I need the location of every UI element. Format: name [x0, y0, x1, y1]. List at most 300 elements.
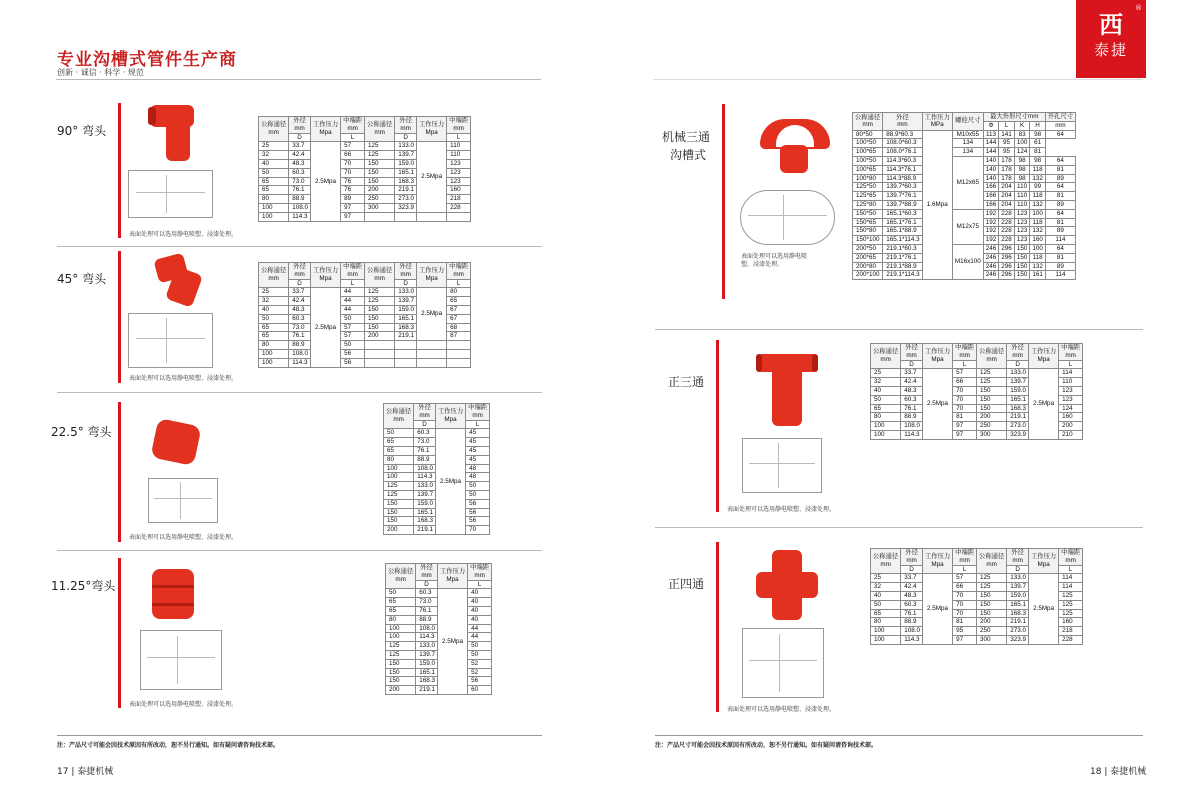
table-row: [853, 244, 1076, 253]
cell-dn: 250: [977, 627, 1007, 636]
cell-l: 68: [447, 323, 471, 332]
cell-l: 123: [1059, 386, 1083, 395]
cell-dim: 192: [983, 227, 999, 236]
cell-dn: 65: [259, 323, 289, 332]
cell-l: 70: [953, 404, 977, 413]
cell-l: 114: [1059, 369, 1083, 378]
cell-dn: 100: [259, 203, 289, 212]
header-text: 中端距: [449, 263, 469, 270]
cell-od: 88.9: [414, 455, 436, 464]
header-text: 工作压力: [312, 267, 339, 275]
cell-dim: 89: [1045, 174, 1075, 183]
elbow-90-drawing: [128, 170, 213, 218]
cell-dim: 132: [1030, 174, 1046, 183]
cell-l: 56: [468, 677, 492, 686]
header-text: mm: [395, 576, 406, 584]
cell-empty: [416, 349, 446, 358]
label-equal-cross: 正四通: [668, 577, 705, 591]
cell-dn: 65: [384, 438, 414, 447]
cell-od: 76.1: [901, 609, 923, 618]
cell-od: 114.3: [901, 430, 923, 439]
cell-l: 70: [953, 609, 977, 618]
cell-l: 70: [341, 168, 365, 177]
cell-pressure: 2.5Mpa: [435, 429, 465, 535]
equal-tee-note: 表面处理可以选用静电喷塑、浸漆处理。: [727, 506, 836, 513]
cell-l: 97: [341, 203, 365, 212]
header-text: 公称通径: [979, 553, 1005, 561]
cell-dim: 160: [1030, 236, 1046, 245]
column-header: [983, 113, 1045, 122]
header-text: 公称通径: [367, 121, 393, 129]
column-header: [310, 263, 340, 288]
header-text: mm: [986, 356, 997, 364]
cell-od: 48.3: [901, 386, 923, 395]
label-elbow-11-25: 11.25°弯头: [51, 579, 116, 593]
cell-l: 50: [466, 482, 490, 491]
cell-dim: 81: [1045, 253, 1075, 262]
elbow-90-spec-table: [258, 116, 471, 222]
header-text: mm: [374, 129, 385, 137]
header-text: 工作压力: [1030, 348, 1057, 356]
page-separator: |: [71, 767, 75, 777]
cell-empty: [395, 349, 417, 358]
cell-l: 40: [468, 615, 492, 624]
equal-cross-drawing: [742, 628, 824, 698]
cell-l: 56: [341, 358, 365, 367]
header-rule-right: [653, 79, 1143, 80]
cell-l: 97: [953, 635, 977, 644]
cell-empty: [365, 358, 395, 367]
cell-dn: 65: [259, 186, 289, 195]
header-text: 外径: [1011, 549, 1024, 556]
logo-mark: 西: [1099, 11, 1123, 39]
cell-od: 165.1*60.3: [883, 209, 923, 218]
header-text: 工作压力: [439, 568, 466, 576]
cell-l: 66: [341, 151, 365, 160]
header-text: mm: [1065, 556, 1076, 564]
cell-dn: 50: [259, 168, 289, 177]
cell-od: 108.0: [901, 627, 923, 636]
cell-dn: 125*50: [853, 183, 883, 192]
cell-od: 159.0: [1007, 591, 1029, 600]
column-header: [437, 564, 467, 589]
cell-dn: 150: [365, 168, 395, 177]
unit-cell: L: [999, 121, 1015, 130]
equal-cross-photo: [752, 548, 822, 623]
cell-od: 323.9: [1007, 430, 1029, 439]
unit-l: L: [1059, 565, 1083, 574]
column-header: [871, 344, 901, 369]
cell-dn: 200*80: [853, 262, 883, 271]
cell-od: 165.1: [395, 314, 417, 323]
cell-l: 44: [341, 305, 365, 314]
column-header: [365, 117, 395, 142]
header-text: mm: [880, 561, 891, 569]
cell-dim: 228: [999, 209, 1015, 218]
header-text: mm: [393, 416, 404, 424]
cell-l: 45: [466, 446, 490, 455]
cell-l: 114: [1059, 574, 1083, 583]
elbow-22-5-drawing: [148, 478, 218, 523]
unit-d: D: [1007, 360, 1029, 369]
header-text: 外径: [420, 564, 433, 571]
cell-pressure: 2.5Mpa: [437, 589, 467, 695]
cell-dim: 114: [1045, 236, 1075, 245]
unit-d: D: [901, 360, 923, 369]
cell-dn: 100: [386, 624, 416, 633]
cell-dim: 81: [1030, 148, 1046, 157]
cell-dim: 296: [999, 262, 1015, 271]
header-text: 工作压力: [418, 267, 445, 275]
cell-od: 159.0: [416, 659, 438, 668]
header-text: 工作压力: [924, 553, 951, 561]
cell-od: 168.3: [1007, 404, 1029, 413]
cell-od: 33.7: [289, 142, 311, 151]
header-text: 开孔尺寸: [1047, 113, 1074, 120]
unit-d: D: [414, 420, 436, 429]
cell-dim: 110: [1014, 192, 1030, 201]
column-header: [386, 564, 416, 589]
column-header: [416, 117, 446, 142]
cell-dn: 150: [365, 323, 395, 332]
page-number-17: 17: [57, 767, 69, 777]
cell-od: 48.3: [289, 159, 311, 168]
cell-bolt: M16x100: [952, 244, 983, 279]
cell-dn: 125: [365, 297, 395, 306]
column-header: [447, 117, 471, 134]
section-bar-equal-tee: [716, 340, 719, 512]
table-row: [853, 148, 1076, 157]
header-text: Mpa: [444, 416, 457, 424]
unit-d: D: [416, 580, 438, 589]
cell-od: 219.1: [395, 186, 417, 195]
cell-dim: 150: [1014, 253, 1030, 262]
header-text: 公称通径: [367, 267, 393, 275]
cell-dim: 118: [1030, 253, 1046, 262]
unit-cell: K: [1014, 121, 1030, 130]
cell-dn: 32: [259, 151, 289, 160]
cell-dn: 80: [386, 615, 416, 624]
elbow-45-note: 表面处理可以选用静电喷塑、浸漆处理。: [129, 375, 238, 382]
cell-l: 123: [447, 177, 471, 186]
unit-d: D: [395, 279, 417, 288]
column-header: [395, 263, 417, 280]
cell-od: 133.0: [1007, 369, 1029, 378]
cell-dn: 150: [977, 591, 1007, 600]
label-mech-tee-1: 机械三通: [662, 130, 711, 144]
cell-od: 133.0: [414, 482, 436, 491]
cell-l: 125: [1059, 609, 1083, 618]
cell-l: 125: [1059, 591, 1083, 600]
table-row: [853, 156, 1076, 165]
header-row: [853, 113, 1076, 122]
cell-l: 89: [341, 195, 365, 204]
header-text: mm: [294, 270, 305, 278]
cell-empty: [395, 341, 417, 350]
label-elbow-45: 45° 弯头: [57, 272, 107, 286]
cell-od: 76.1: [414, 446, 436, 455]
cell-dn: 65: [386, 598, 416, 607]
unit-cell: mm: [1045, 121, 1075, 130]
cell-l: 48: [466, 473, 490, 482]
cell-dn: 150: [977, 395, 1007, 404]
cell-empty: [447, 358, 471, 367]
header-text: Mpa: [446, 576, 459, 584]
cell-dim: 89: [1045, 200, 1075, 209]
cell-dn: 100*50: [853, 139, 883, 148]
cell-dim: 204: [999, 200, 1015, 209]
header-text: mm: [268, 275, 279, 283]
cell-empty: [365, 341, 395, 350]
cell-dn: 25: [871, 369, 901, 378]
unit-cell: H: [1030, 121, 1046, 130]
header-row: [386, 564, 492, 581]
cell-l: 97: [953, 422, 977, 431]
column-header: [1007, 549, 1029, 566]
cell-l: 50: [341, 341, 365, 350]
header-text: mm: [421, 571, 432, 579]
cell-od: 73.0: [416, 598, 438, 607]
section-bar-elbow-90: [118, 103, 121, 238]
cell-l: 57: [341, 332, 365, 341]
cell-pressure: 2.5Mpa: [310, 288, 340, 367]
cell-od: 139.7: [395, 151, 417, 160]
mech-tee-note-1: 表面处理可以选用静电喷: [741, 253, 808, 260]
unit-l: L: [447, 133, 471, 142]
cell-dn: 150*80: [853, 227, 883, 236]
table-row: [384, 429, 490, 438]
header-text: 外径: [905, 344, 918, 351]
cell-od: 73.0: [289, 323, 311, 332]
cell-empty: [416, 212, 446, 221]
header-text: mm: [959, 556, 970, 564]
cell-od: 60.3: [901, 600, 923, 609]
table-row: [259, 212, 471, 221]
unit-l: L: [341, 279, 365, 288]
equal-tee-spec-table: [870, 343, 1083, 440]
cell-dn: 32: [871, 583, 901, 592]
cell-od: 114.3*76.1: [883, 165, 923, 174]
header-text: Mpa: [1037, 561, 1050, 569]
cell-l: 210: [1059, 430, 1083, 439]
table-row: [259, 358, 471, 367]
cell-l: 56: [466, 517, 490, 526]
header-text: mm: [1012, 351, 1023, 359]
cell-empty: [416, 341, 446, 350]
cell-od: 219.1*114.3: [883, 271, 923, 280]
cell-od: 133.0: [395, 142, 417, 151]
cell-dn: 150: [386, 659, 416, 668]
cell-dim: 64: [1045, 209, 1075, 218]
table-row: [853, 139, 1076, 148]
header-text: mm: [986, 561, 997, 569]
header-text: mm: [347, 124, 358, 132]
table-row: [259, 288, 471, 297]
cell-dim: 296: [999, 253, 1015, 262]
header-text: 中端距: [1061, 549, 1081, 556]
page-separator: |: [1104, 767, 1108, 777]
cell-dim: 166: [983, 183, 999, 192]
cell-dim: 89: [1045, 262, 1075, 271]
cell-od: 108.0: [901, 422, 923, 431]
column-header: [365, 263, 395, 288]
column-header: [901, 344, 923, 361]
cell-od: 42.4: [901, 583, 923, 592]
cell-od: 60.3: [901, 395, 923, 404]
cell-dim: 64: [1045, 183, 1075, 192]
elbow-90-note: 表面处理可以选用静电喷塑、浸漆处理。: [129, 231, 238, 238]
cell-dim: 98: [1030, 130, 1046, 139]
cell-dim: 100: [1030, 209, 1046, 218]
cell-dim: 81: [1045, 192, 1075, 201]
section-separator: [655, 527, 1143, 528]
cell-l: 40: [468, 598, 492, 607]
section-bar-elbow-22-5: [118, 402, 121, 542]
cell-od: 76.1: [289, 186, 311, 195]
cell-l: 57: [953, 574, 977, 583]
cell-l: 57: [341, 142, 365, 151]
cell-dim: 132: [1030, 227, 1046, 236]
column-header: [922, 113, 952, 131]
header-text: 外径: [399, 117, 412, 124]
footer-note-left: 注：产品尺寸可能会因技术原因有所改动，恕不另行通知。如有疑问请咨询技术部。: [57, 742, 280, 749]
unit-l: L: [341, 133, 365, 142]
label-elbow-22-5: 22.5° 弯头: [51, 425, 112, 439]
cell-od: 114.3: [414, 473, 436, 482]
cell-l: 228: [447, 203, 471, 212]
cell-dim: 150: [1014, 271, 1030, 280]
header-text: 中端距: [449, 117, 469, 124]
cell-od: 165.1: [1007, 600, 1029, 609]
header-text: 中端距: [470, 564, 490, 571]
cell-dn: 200: [365, 332, 395, 341]
cell-dn: 100: [259, 212, 289, 221]
cell-dn: 32: [871, 378, 901, 387]
cell-od: 219.1: [414, 526, 436, 535]
cell-empty: [365, 212, 395, 221]
cell-l: 87: [447, 332, 471, 341]
cell-l: 65: [447, 297, 471, 306]
cell-dim: 83: [1014, 130, 1030, 139]
cell-dn: 125: [384, 482, 414, 491]
cell-bolt: M12x75: [952, 209, 983, 244]
cell-od: 165.1: [416, 668, 438, 677]
cell-od: 165.1*114.3: [883, 236, 923, 245]
cell-l: 70: [953, 591, 977, 600]
cell-dn: 65: [384, 446, 414, 455]
cell-dim: 99: [1030, 183, 1046, 192]
cell-dn: 125: [365, 142, 395, 151]
header-text: 中端距: [343, 263, 363, 270]
cell-dim: 228: [999, 227, 1015, 236]
cell-empty: [447, 349, 471, 358]
cell-dn: 80: [871, 413, 901, 422]
cell-pressure: 2.5Mpa: [922, 574, 952, 644]
header-text: 工作压力: [924, 348, 951, 356]
cell-dn: 125: [386, 650, 416, 659]
cell-od: 114.3*88.9: [883, 174, 923, 183]
cell-od: 88.9*60.3: [883, 130, 923, 139]
cell-od: 219.1*88.9: [883, 262, 923, 271]
cell-dn: 100: [384, 464, 414, 473]
column-header: [395, 117, 417, 134]
header-text: mm: [906, 556, 917, 564]
cell-bolt: M10x55: [952, 130, 983, 139]
cell-dim: 246: [983, 262, 999, 271]
header-text: 外径: [418, 404, 431, 411]
elbow-45-drawing: [128, 313, 213, 368]
cell-od: 139.7*88.9: [883, 200, 923, 209]
cell-dn: 150: [384, 499, 414, 508]
cell-dn: 250: [977, 422, 1007, 431]
elbow-11-25-drawing: [140, 630, 222, 690]
cell-l: 40: [468, 589, 492, 598]
cell-od: 168.3: [414, 517, 436, 526]
cell-dim: 124: [1014, 148, 1030, 157]
cell-dn: 200: [386, 686, 416, 695]
cell-pressure: 2.5Mpa: [416, 288, 446, 341]
cell-dn: 100*65: [853, 148, 883, 157]
cell-dim: 246: [983, 271, 999, 280]
unit-l: L: [1059, 360, 1083, 369]
header-row: [384, 404, 490, 421]
column-header: [1007, 344, 1029, 361]
cell-od: 273.0: [395, 195, 417, 204]
cell-l: 114: [1059, 583, 1083, 592]
cell-l: 80: [447, 288, 471, 297]
cell-dim: 81: [1045, 165, 1075, 174]
cell-dn: 200: [977, 413, 1007, 422]
cell-dn: 100*65: [853, 165, 883, 174]
cell-dim: 141: [999, 130, 1015, 139]
header-text: Mpa: [319, 129, 332, 137]
cell-od: 114.3: [416, 633, 438, 642]
cell-od: 108.0: [414, 464, 436, 473]
cell-dn: 80: [384, 455, 414, 464]
cell-dn: 40: [259, 159, 289, 168]
company-name: 泰捷机械: [1110, 767, 1147, 777]
cell-dn: 125*80: [853, 200, 883, 209]
table-row: [259, 341, 471, 350]
elbow-45-photo: [150, 250, 210, 308]
unit-l: L: [953, 360, 977, 369]
header-text: 外径: [399, 263, 412, 270]
column-header: [310, 117, 340, 142]
cell-dn: 125: [365, 151, 395, 160]
cell-dn: 65: [386, 606, 416, 615]
cell-l: 66: [953, 583, 977, 592]
cell-l: 48: [466, 464, 490, 473]
table-row: [853, 130, 1076, 139]
cell-dim: 118: [1030, 192, 1046, 201]
cell-od: 88.9: [416, 615, 438, 624]
cell-od: 139.7: [1007, 583, 1029, 592]
header-text: 工作压力: [418, 121, 445, 129]
cell-l: 50: [466, 490, 490, 499]
cell-dn: 125: [977, 378, 1007, 387]
cell-dim: 123: [1014, 209, 1030, 218]
header-text: 工作压力: [924, 113, 950, 121]
header-text: Mpa: [425, 129, 438, 137]
cell-od: 88.9: [901, 618, 923, 627]
cell-l: 44: [468, 633, 492, 642]
cell-empty: [447, 341, 471, 350]
mech-tee-drawing: [740, 190, 835, 245]
header-text: 工作压力: [1030, 553, 1057, 561]
column-header: [466, 404, 490, 421]
cell-l: 110: [447, 151, 471, 160]
cell-od: 108.0: [289, 203, 311, 212]
